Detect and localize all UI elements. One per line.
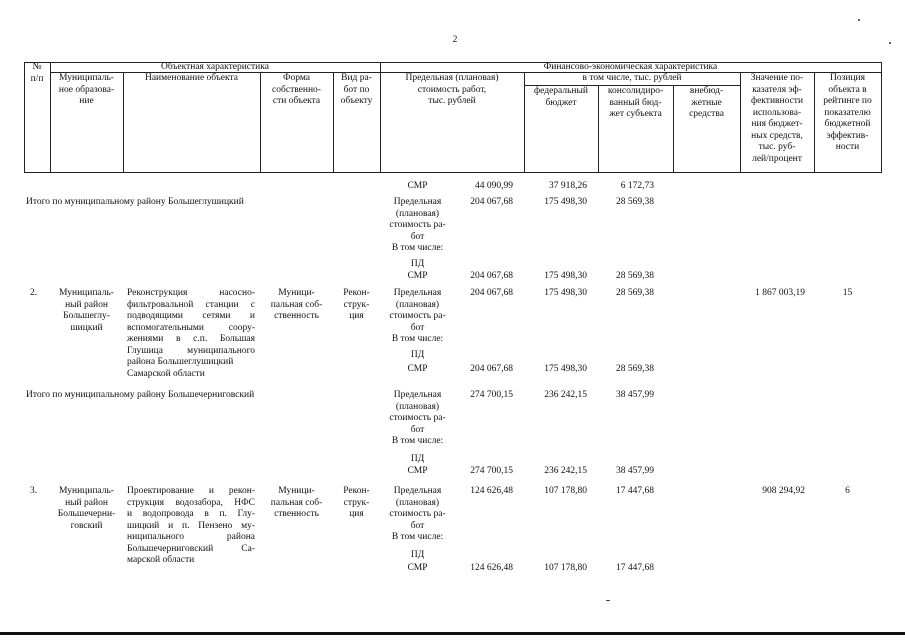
row-smr-federal: 107 178,80 xyxy=(544,563,587,573)
row-smr-federal: 175 498,30 xyxy=(544,364,587,374)
row-smr-consolidated: 28 569,38 xyxy=(616,364,654,374)
row-smr: СМР xyxy=(407,271,428,281)
row-object-name-line: струкция водозабора, НФС xyxy=(127,497,255,508)
header-ownership: Форма собственно- сти объекта xyxy=(272,73,321,106)
row-consolidated: 17 447,68 xyxy=(616,486,654,496)
row-title: Итого по муниципальному району Большеглушицкий xyxy=(26,197,244,207)
row-work-type: Рекон- струк- ция xyxy=(343,486,370,519)
header-limit-cost: Предельная (плановая) стоимость работ, тыс. рублей xyxy=(405,73,499,106)
row-smr: СМР xyxy=(407,466,428,476)
row-federal: 175 498,30 xyxy=(544,197,587,207)
row-label: Предельная (плановая) стоимость ра- бот В том числе: xyxy=(389,486,446,542)
row-work-type: Рекон- струк- ция xyxy=(343,288,370,321)
scan-speck xyxy=(606,600,610,601)
row-consolidated: 28 569,38 xyxy=(616,288,654,298)
row-smr-total: 274 700,15 xyxy=(470,466,513,476)
row-federal: 236 242,15 xyxy=(544,390,587,400)
row-pd: ПД xyxy=(410,550,425,560)
header-num: № п/п xyxy=(30,62,44,84)
header-federal: федеральный бюджет xyxy=(534,86,588,108)
row-label: Предельная (плановая) стоимость ра- бот В том числе: xyxy=(389,288,446,344)
row-ownership: Муници- пальная соб- ственность xyxy=(270,288,323,321)
row-pd: ПД xyxy=(410,259,425,269)
header-efficiency: Значение по- казателя эф- фективности использова- ния бюджет- ных средств, тыс. руб- лей/процент xyxy=(750,73,804,164)
header-finance-group: Финансово-экономическая характеристика xyxy=(543,62,718,72)
row-label: Предельная (плановая) стоимость ра- бот В том числе: xyxy=(389,390,446,446)
row-object-name-line: Большечерниговский Са- xyxy=(127,543,255,554)
row-object-name-line: подводящими сетями и xyxy=(127,311,255,321)
row-total: 204 067,68 xyxy=(470,197,513,207)
header-work-type: Вид ра- бот по объекту xyxy=(340,73,373,106)
row-object-name-line: и водопровода в п. Глу- xyxy=(127,509,255,519)
row-object-name-line: шицкий и п. Пензено му- xyxy=(127,520,255,531)
page-number: 2 xyxy=(452,35,458,45)
header-object-group: Объектная характеристика xyxy=(161,62,269,72)
row-consolidated: 6 172,73 xyxy=(620,181,654,191)
row-num: 2. xyxy=(30,288,38,298)
row-ownership: Муници- пальная соб- ственность xyxy=(270,486,323,519)
header-offbudget: внебюд- жетные средства xyxy=(689,86,724,119)
header-municipality: Муниципаль- ное образова- ние xyxy=(58,73,115,106)
row-smr-total: 204 067,68 xyxy=(470,364,513,374)
row-smr-total: 124 626,48 xyxy=(470,563,513,573)
header-object-name: Наименование объекта xyxy=(144,73,238,83)
row-total: 274 700,15 xyxy=(470,390,513,400)
row-smr-consolidated: 28 569,38 xyxy=(616,271,654,281)
row-label: Предельная (плановая) стоимость ра- бот В том числе: xyxy=(389,197,446,253)
row-object-name-line: Реконструкция насосно- xyxy=(127,288,255,298)
row-smr-consolidated: 38 457,99 xyxy=(616,466,654,476)
row-total: 124 626,48 xyxy=(470,486,513,496)
row-consolidated: 38 457,99 xyxy=(616,390,654,400)
row-municipality: Муниципаль- ный район Большечерни- говский xyxy=(57,486,116,531)
row-num: 3. xyxy=(30,486,38,496)
row-federal: 107 178,80 xyxy=(544,486,587,496)
scan-speck xyxy=(858,19,860,21)
row-object-name-line: вспомогательными соору- xyxy=(127,322,255,333)
row-smr: СМР xyxy=(407,563,428,573)
row-smr-consolidated: 17 447,68 xyxy=(616,563,654,573)
row-title: Итого по муниципальному району Большечерниговский xyxy=(26,390,255,400)
row-object-name-line: фильтровальной станции с xyxy=(127,299,255,310)
row-smr-total: 204 067,68 xyxy=(470,271,513,281)
scan-speck xyxy=(889,42,891,44)
row-object-name-last: района Большеглушицкий Самарской области xyxy=(127,357,234,379)
row-pd: ПД xyxy=(410,350,425,360)
row-consolidated: 28 569,38 xyxy=(616,197,654,207)
row-total: 204 067,68 xyxy=(470,288,513,298)
row-label: СМР xyxy=(407,181,428,191)
row-object-name-line: ниципального района xyxy=(127,532,255,542)
row-object-name-line: жениями в с.п. Большая xyxy=(127,334,255,344)
row-efficiency: 908 294,92 xyxy=(762,486,805,496)
row-object-name-line: Глушица муниципального xyxy=(127,345,255,356)
row-pd: ПД xyxy=(410,454,425,464)
row-federal: 175 498,30 xyxy=(544,288,587,298)
header-including: в том числе, тыс. рублей xyxy=(582,73,682,83)
header-rating: Позиция объекта в рейтинге по показателю бюджетной эффектив- ности xyxy=(823,73,872,152)
row-total: 44 090,99 xyxy=(475,181,513,191)
header-consolidated: консолидиро- ванный бюд- жет субъекта xyxy=(607,86,664,119)
row-municipality: Муниципаль- ный район Большеглу- шицкий xyxy=(59,288,114,333)
row-smr-federal: 175 498,30 xyxy=(544,271,587,281)
row-smr-federal: 236 242,15 xyxy=(544,466,587,476)
row-federal: 37 918,26 xyxy=(549,181,587,191)
row-smr: СМР xyxy=(407,364,428,374)
row-rating: 6 xyxy=(845,486,850,496)
row-rating: 15 xyxy=(842,288,853,298)
row-object-name-last: марской области xyxy=(127,555,195,565)
scan-border xyxy=(0,632,905,635)
row-object-name-line: Проектирование и рекон- xyxy=(127,486,255,496)
row-efficiency: 1 867 003,19 xyxy=(755,288,805,298)
